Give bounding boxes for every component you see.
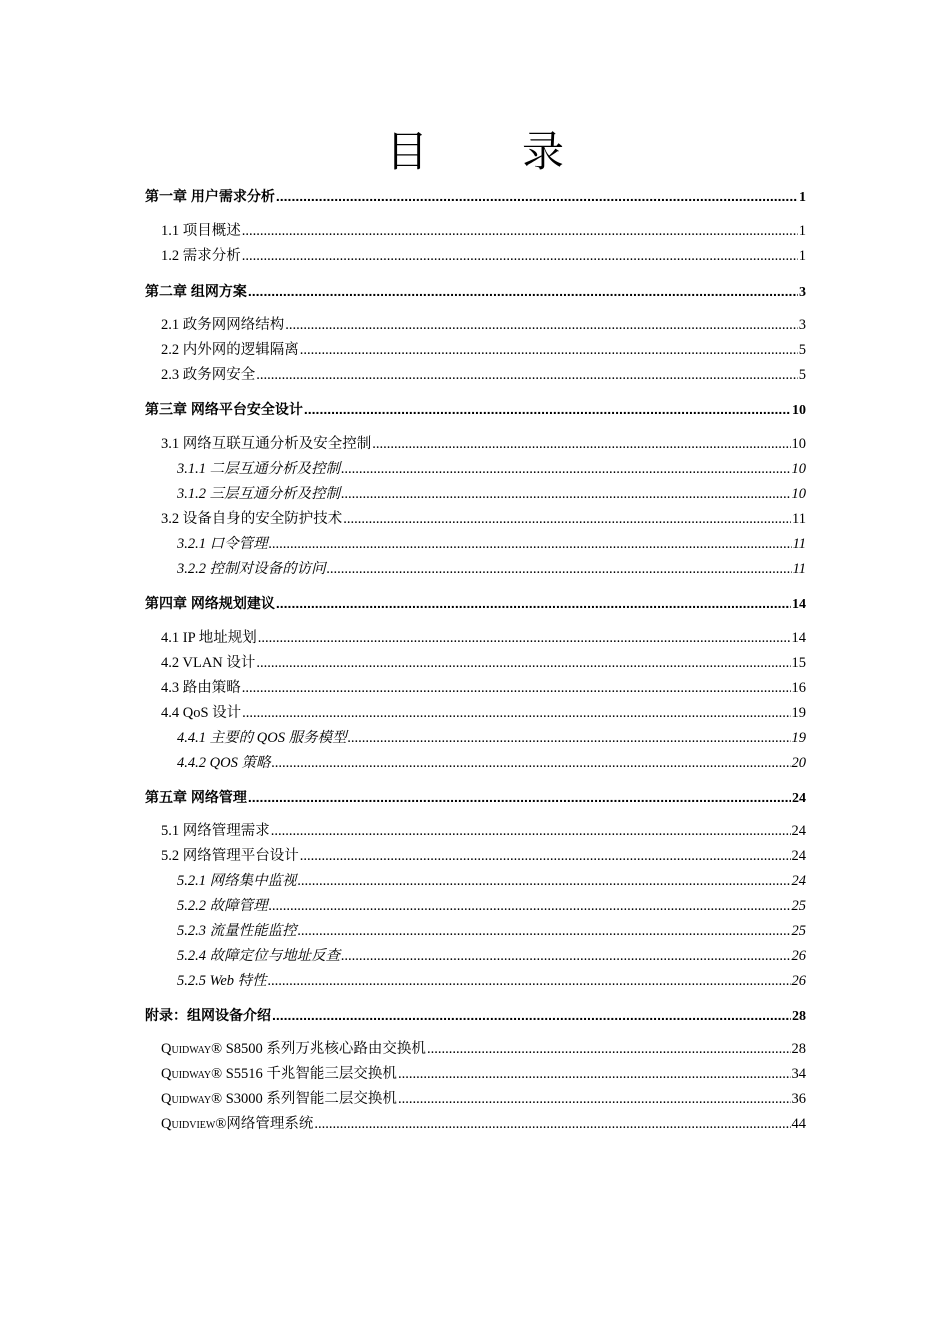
toc-page-number: 28 [792, 1009, 806, 1024]
toc-entry-label: 第二章 组网方案 [145, 283, 247, 299]
toc-entry-label: 3.2.2 控制对设备的访问 [177, 561, 326, 577]
toc-page-number: 28 [791, 1041, 806, 1057]
toc-page-number: 14 [792, 597, 806, 612]
toc-dot-leader [269, 534, 792, 554]
toc-page-number: 20 [791, 755, 806, 771]
toc-entry-label: Quidway® S5516 千兆智能三层交换机 [161, 1066, 397, 1082]
toc-page-number: 14 [791, 630, 806, 646]
toc-dot-leader [372, 434, 790, 454]
toc-page-number: 25 [791, 898, 806, 914]
toc-page-number: 44 [791, 1116, 806, 1132]
toc-section-entry[interactable] [161, 1089, 806, 1109]
toc-page-number: 3 [798, 317, 806, 333]
toc-section-entry[interactable] [161, 1039, 806, 1059]
toc-dot-leader [398, 1064, 791, 1084]
toc-dot-leader [304, 399, 791, 419]
toc-entry-label: 4.4.1 主要的 QOS 服务模型 [177, 730, 347, 746]
toc-page-number: 11 [792, 561, 806, 577]
toc-dot-leader [276, 186, 798, 206]
toc-dot-leader [256, 365, 798, 385]
toc-subsection-entry[interactable] [177, 459, 806, 479]
toc-entry-label: 第三章 网络平台安全设计 [145, 401, 303, 417]
toc-entry-label: 5.1 网络管理需求 [161, 823, 270, 839]
toc-dot-leader [327, 559, 792, 579]
toc-dot-leader [300, 846, 791, 866]
toc-page-number: 25 [791, 923, 806, 939]
toc-subsection-entry[interactable] [177, 728, 806, 748]
toc-chapter-entry[interactable] [145, 593, 806, 615]
toc-page-number: 24 [791, 848, 806, 864]
toc-section-entry[interactable] [161, 221, 806, 241]
toc-chapter-entry[interactable] [145, 1005, 806, 1027]
toc-page-number: 26 [791, 948, 806, 964]
toc-subsection-entry[interactable] [177, 921, 806, 941]
toc-page-number: 10 [792, 403, 806, 418]
toc-entry-label: 4.1 IP 地址规划 [161, 630, 257, 646]
toc-page-number: 11 [792, 511, 806, 527]
toc-dot-leader [298, 921, 791, 941]
toc-section-entry[interactable] [161, 340, 806, 360]
toc-dot-leader [314, 1114, 790, 1134]
toc-entry-label: 2.1 政务网网络结构 [161, 317, 285, 333]
toc-dot-leader [242, 703, 790, 723]
toc-page-number: 36 [791, 1091, 806, 1107]
toc-subsection-entry[interactable] [177, 484, 806, 504]
toc-dot-leader [271, 821, 791, 841]
toc-entry-label: 5.2.1 网络集中监视 [177, 873, 297, 889]
toc-page-number: 34 [791, 1066, 806, 1082]
toc-entry-label: 4.4 QoS 设计 [161, 705, 242, 721]
toc-subsection-entry[interactable] [177, 871, 806, 891]
toc-entry-label: 3.2.1 口令管理 [177, 536, 268, 552]
toc-section-entry[interactable] [161, 628, 806, 648]
toc-entry-label: 第一章 用户需求分析 [145, 188, 275, 204]
toc-entry-label: 1.2 需求分析 [161, 248, 241, 264]
toc-page-number: 26 [791, 973, 806, 989]
toc-section-entry[interactable] [161, 509, 806, 529]
toc-entry-label: 3.2 设备自身的安全防护技术 [161, 511, 343, 527]
toc-dot-leader [268, 971, 791, 991]
toc-section-entry[interactable] [161, 846, 806, 866]
toc-dot-leader [242, 678, 791, 698]
toc-dot-leader [398, 1089, 791, 1109]
toc-entry-label: 2.2 内外网的逻辑隔离 [161, 342, 299, 358]
toc-page-number: 3 [799, 285, 806, 300]
toc-page-number: 1 [799, 190, 806, 205]
toc-entry-label: 1.1 项目概述 [161, 223, 241, 239]
toc-entry-label: 附录：组网设备介绍 [145, 1007, 271, 1023]
toc-entry-label: 2.3 政务网安全 [161, 367, 256, 383]
toc-page-number: 5 [798, 342, 806, 358]
toc-entry-label: 5.2.2 故障管理 [177, 898, 268, 914]
toc-page-number: 5 [798, 367, 806, 383]
toc-entry-label: 5.2.4 故障定位与地址反查 [177, 948, 341, 964]
toc-entry-label: 3.1.1 二层互通分析及控制 [177, 461, 341, 477]
toc-dot-leader [271, 753, 790, 773]
toc-page-number: 24 [792, 791, 806, 806]
toc-entry-label: Quidview®网络管理系统 [161, 1116, 314, 1132]
toc-entry-label: 4.4.2 QOS 策略 [177, 755, 271, 771]
toc-entry-label: 4.2 VLAN 设计 [161, 655, 256, 671]
toc-dot-leader [341, 946, 790, 966]
toc-page-number: 10 [791, 486, 806, 502]
toc-page-number: 24 [791, 823, 806, 839]
toc-dot-leader [341, 484, 790, 504]
toc-entry-label: 3.1.2 三层互通分析及控制 [177, 486, 341, 502]
toc-entry-label: 4.3 路由策略 [161, 680, 241, 696]
toc-dot-leader [242, 221, 798, 241]
toc-page-number: 19 [791, 705, 806, 721]
toc-page-number: 16 [791, 680, 806, 696]
toc-page-number: 15 [791, 655, 806, 671]
toc-dot-leader [258, 628, 791, 648]
toc-entry-label: 5.2.5 Web 特性 [177, 973, 267, 989]
toc-section-entry[interactable] [161, 1064, 806, 1084]
toc-section-entry[interactable] [161, 678, 806, 698]
toc-dot-leader [248, 281, 798, 301]
toc-dot-leader [427, 1039, 791, 1059]
toc-dot-leader [341, 459, 790, 479]
toc-dot-leader [248, 787, 791, 807]
toc-section-entry[interactable] [161, 821, 806, 841]
toc-section-entry[interactable] [161, 315, 806, 335]
toc-entry-label: Quidway® S3000 系列智能二层交换机 [161, 1091, 397, 1107]
toc-dot-leader [300, 340, 798, 360]
toc-entry-label: 3.1 网络互联互通分析及安全控制 [161, 436, 372, 452]
toc-page-number: 24 [791, 873, 806, 889]
toc-chapter-entry[interactable] [145, 399, 806, 421]
toc-subsection-entry[interactable] [177, 534, 806, 554]
toc-chapter-entry[interactable] [145, 186, 806, 208]
toc-section-entry[interactable] [161, 653, 806, 673]
toc-section-entry[interactable] [161, 703, 806, 723]
toc-subsection-entry[interactable] [177, 971, 806, 991]
toc-entry-label: 第四章 网络规划建议 [145, 595, 275, 611]
toc-page-number: 10 [791, 461, 806, 477]
toc-subsection-entry[interactable] [177, 559, 806, 579]
toc-page-number: 1 [798, 223, 806, 239]
toc-page-number: 19 [791, 730, 806, 746]
toc-chapter-entry[interactable] [145, 787, 806, 809]
toc-dot-leader [298, 871, 791, 891]
toc-section-entry[interactable] [161, 1114, 806, 1134]
toc-dot-leader [272, 1005, 791, 1025]
toc-dot-leader [242, 246, 798, 266]
toc-chapter-entry[interactable] [145, 281, 806, 303]
toc-title: 目 录 [385, 130, 590, 176]
toc-subsection-entry[interactable] [177, 753, 806, 773]
toc-dot-leader [343, 509, 791, 529]
toc-subsection-entry[interactable] [177, 896, 806, 916]
toc-entry-label: 5.2 网络管理平台设计 [161, 848, 299, 864]
toc-entry-label: 第五章 网络管理 [145, 789, 247, 805]
toc-dot-leader [348, 728, 791, 748]
toc-section-entry[interactable] [161, 246, 806, 266]
toc-subsection-entry[interactable] [177, 946, 806, 966]
toc-section-entry[interactable] [161, 365, 806, 385]
toc-dot-leader [285, 315, 798, 335]
toc-page-number: 1 [798, 248, 806, 264]
toc-entry-label: 5.2.3 流量性能监控 [177, 923, 297, 939]
toc-section-entry[interactable] [161, 434, 806, 454]
toc-entry-label: Quidway® S8500 系列万兆核心路由交换机 [161, 1041, 426, 1057]
toc-dot-leader [269, 896, 791, 916]
toc-page-number: 10 [791, 436, 806, 452]
toc-dot-leader [276, 593, 791, 613]
toc-page-number: 11 [792, 536, 806, 552]
toc-dot-leader [256, 653, 790, 673]
